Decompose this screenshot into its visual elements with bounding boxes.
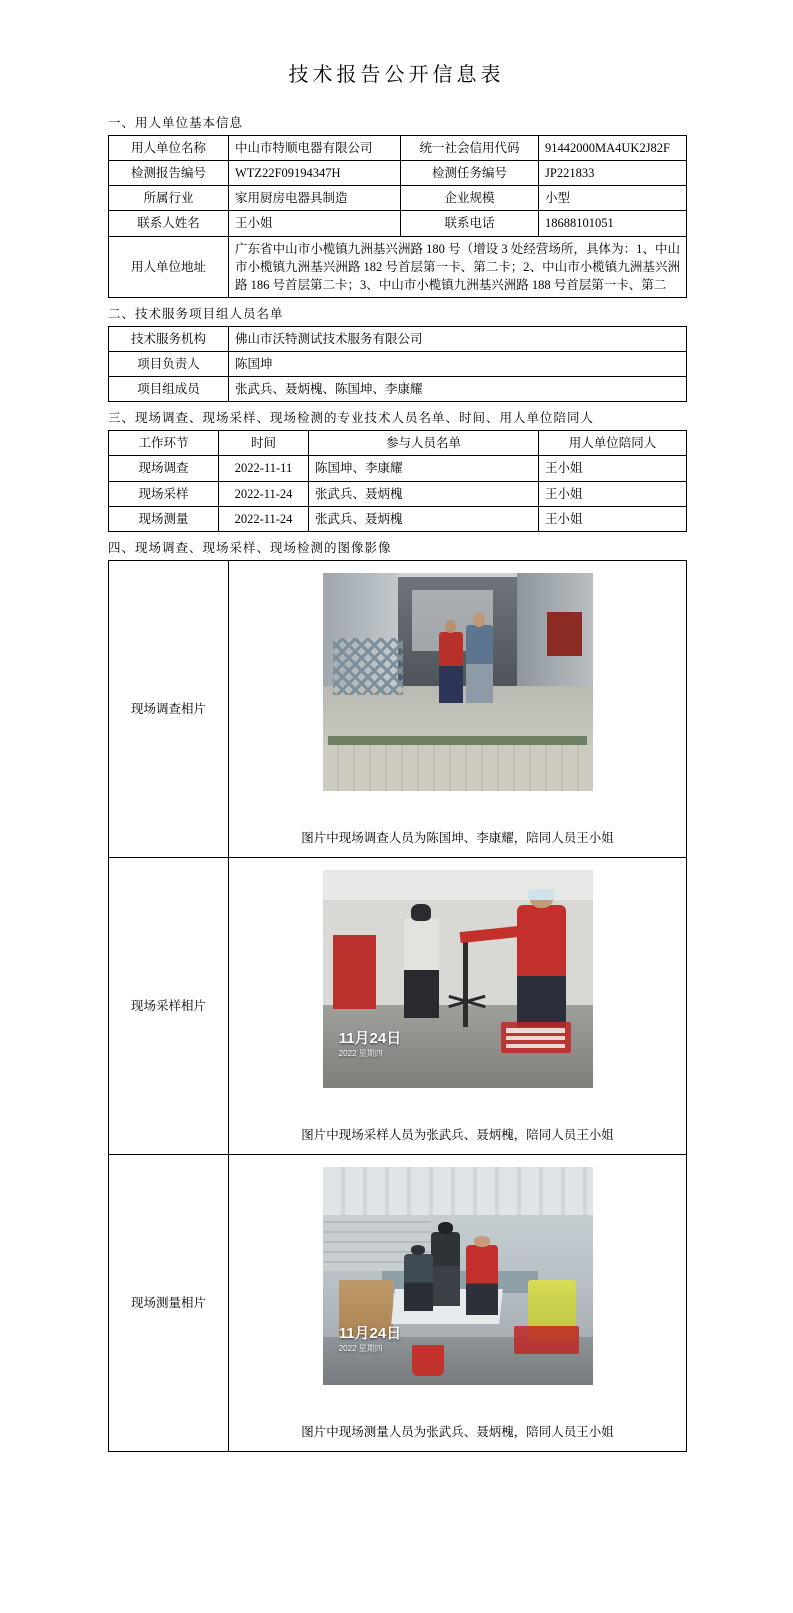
project-team-table [108, 326, 687, 402]
section-1-heading: 一、用人单位基本信息 [108, 116, 244, 130]
photo-row-measurement [109, 1154, 687, 1451]
cell-participants-survey: 陈国坤、李康耀 [309, 456, 539, 481]
photo-sampling-caption: 图片中现场采样人员为张武兵、聂炳槐，陪同人员王小姐 [301, 1127, 614, 1142]
cell-participants-measurement: 张武兵、聂炳槐 [309, 506, 539, 531]
cell-label-photo-survey: 现场调查相片 [109, 560, 229, 857]
photo-sampling-timestamp-date: 11月24日 [338, 1029, 402, 1047]
table-row [109, 326, 687, 351]
cell-label-project-leader: 项目负责人 [109, 352, 229, 377]
col-header-stage: 工作环节 [109, 431, 219, 456]
cell-accompanier-measurement: 王小姐 [539, 506, 687, 531]
cell-value-scale: 小型 [539, 186, 687, 211]
cell-label-service-org: 技术服务机构 [109, 326, 229, 351]
photo-measurement-image [323, 1167, 593, 1385]
table-row [109, 456, 687, 481]
cell-accompanier-survey: 王小姐 [539, 456, 687, 481]
cell-value-address: 广东省中山市小榄镇九洲基兴洲路 180 号（增设 3 处经营场所，具体为：1、中山市小榄镇九洲基兴洲路 182 号首层第一卡、第二卡；2、中山市小榄镇九洲基兴洲路 186 号首层第二卡；3、中山市小榄镇九洲基兴洲路 188 号首层第一卡、第二 [229, 236, 687, 297]
cell-value-project-leader: 陈国坤 [229, 352, 687, 377]
cell-value-report-no: WTZ22F09194347H [229, 161, 401, 186]
photo-watermark-badge [501, 1022, 571, 1053]
photo-measurement-timestamp-date: 11月24日 [338, 1324, 402, 1342]
photo-measurement-wrapper [235, 1161, 680, 1417]
section-4-heading: 四、现场调查、现场采样、现场检测的图像影像 [108, 540, 392, 555]
photo-survey-wrapper [235, 567, 680, 823]
table-row [109, 186, 687, 211]
table-row [109, 211, 687, 236]
employer-info-table [108, 135, 687, 298]
cell-label-company-name: 用人单位名称 [109, 136, 229, 161]
photo-row-sampling [109, 857, 687, 1154]
cell-photo-survey [229, 560, 687, 857]
cell-label-address: 用人单位地址 [109, 236, 229, 297]
col-header-date: 时间 [219, 431, 309, 456]
cell-value-company-name: 中山市特顺电器有限公司 [229, 136, 401, 161]
photo-measurement-timestamp-year: 2022 星期四 [338, 1343, 383, 1353]
cell-stage-sampling: 现场采样 [109, 481, 219, 506]
table-row [109, 377, 687, 402]
table-header-row [109, 431, 687, 456]
table-row [109, 481, 687, 506]
cell-value-team-members: 张武兵、聂炳槐、陈国坤、李康耀 [229, 377, 687, 402]
table-row [109, 161, 687, 186]
photo-measurement-timestamp [339, 1326, 402, 1355]
cell-participants-sampling: 张武兵、聂炳槐 [309, 481, 539, 506]
cell-date-sampling: 2022-11-24 [219, 481, 309, 506]
photo-sampling-timestamp-year: 2022 星期四 [338, 1048, 383, 1058]
photo-row-survey [109, 560, 687, 857]
cell-accompanier-sampling: 王小姐 [539, 481, 687, 506]
cell-label-industry: 所属行业 [109, 186, 229, 211]
cell-photo-measurement [229, 1154, 687, 1451]
photo-sampling-wrapper [235, 864, 680, 1120]
cell-label-scale: 企业规模 [401, 186, 539, 211]
cell-stage-survey: 现场调查 [109, 456, 219, 481]
cell-value-industry: 家用厨房电器具制造 [229, 186, 401, 211]
document-page [0, 58, 793, 1478]
cell-value-service-org: 佛山市沃特测试技术服务有限公司 [229, 326, 687, 351]
col-header-accompanier: 用人单位陪同人 [539, 431, 687, 456]
section-3-heading: 三、现场调查、现场采样、现场检测的专业技术人员名单、时间、用人单位陪同人 [108, 411, 595, 426]
cell-label-report-no: 检测报告编号 [109, 161, 229, 186]
cell-date-measurement: 2022-11-24 [219, 506, 309, 531]
table-row [109, 506, 687, 531]
col-header-participants: 参与人员名单 [309, 431, 539, 456]
cell-photo-sampling [229, 857, 687, 1154]
table-row [109, 236, 687, 297]
cell-date-survey: 2022-11-11 [219, 456, 309, 481]
photo-sampling-timestamp [339, 1031, 402, 1060]
table-row [109, 352, 687, 377]
photo-survey-image [323, 573, 593, 791]
cell-value-credit-code: 91442000MA4UK2J82F [539, 136, 687, 161]
page-title: 技术报告公开信息表 [288, 64, 505, 86]
site-photos-table [108, 560, 687, 1452]
table-row [109, 136, 687, 161]
cell-label-contact-name: 联系人姓名 [109, 211, 229, 236]
cell-label-credit-code: 统一社会信用代码 [401, 136, 539, 161]
cell-label-task-no: 检测任务编号 [401, 161, 539, 186]
photo-watermark-badge [514, 1326, 579, 1354]
cell-value-contact-phone: 18688101051 [539, 211, 687, 236]
photo-survey-caption: 图片中现场调查人员为陈国坤、李康耀，陪同人员王小姐 [301, 830, 614, 845]
cell-value-task-no: JP221833 [539, 161, 687, 186]
cell-value-contact-name: 王小姐 [229, 211, 401, 236]
cell-label-photo-measurement: 现场测量相片 [109, 1154, 229, 1451]
photo-measurement-caption: 图片中现场测量人员为张武兵、聂炳槐，陪同人员王小姐 [301, 1424, 614, 1439]
cell-label-contact-phone: 联系电话 [401, 211, 539, 236]
section-2-heading: 二、技术服务项目组人员名单 [108, 306, 284, 321]
photo-sampling-image [323, 870, 593, 1088]
cell-stage-measurement: 现场测量 [109, 506, 219, 531]
cell-label-team-members: 项目组成员 [109, 377, 229, 402]
cell-label-photo-sampling: 现场采样相片 [109, 857, 229, 1154]
site-activities-table [108, 430, 687, 532]
